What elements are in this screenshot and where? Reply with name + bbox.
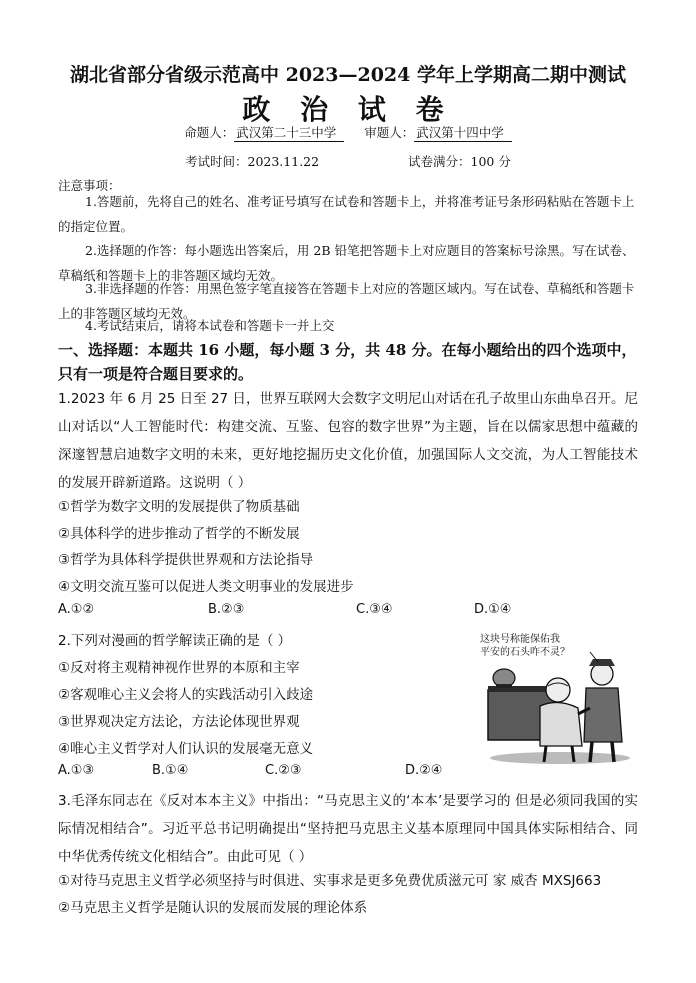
question-1-choice-d: D.①④ xyxy=(474,602,512,617)
question-1-choice-c: C.③④ xyxy=(356,602,393,617)
question-3-option-1: ①对待马克思主义哲学必须坚持与时俱进、实事求是更多免费优质滋元可 家 威杏 MXSJ663 xyxy=(58,873,602,889)
question-3-option-2: ②马克思主义哲学是随认识的发展而发展的理论体系 xyxy=(58,900,368,916)
cartoon-caption-2: 平安的石头咋不灵？ xyxy=(480,647,570,658)
author-label: 命题人： xyxy=(184,125,235,140)
question-1-option-3: ③哲学为具体科学提供世界观和方法论指导 xyxy=(58,552,314,568)
question-2-choice-b: B.①④ xyxy=(152,763,189,778)
section-heading: 一、选择题：本题共 16 小题，每小题 3 分，共 48 分。在每小题给出的四个选项中，只有一项是符合题目要求的。 xyxy=(58,341,637,383)
question-2-option-3: ③世界观决定方法论，方法论体现世界观 xyxy=(58,714,300,730)
note-item-2: 2.选择题的作答：每小题选出答案后，用 2B 铅笔把答题卡上对应题目的答案标号涂黑。写在试卷、草稿纸和答题卡上的非答题区域均无效。 xyxy=(58,243,635,283)
question-2-option-4: ④唯心主义哲学对人们认识的发展毫无意义 xyxy=(58,741,314,757)
cartoon-illustration xyxy=(470,628,640,768)
reviewer-value: 武汉第十四中学 xyxy=(414,125,512,142)
note-item-4: 4.考试结束后，请将本试卷和答题卡一并上交 xyxy=(85,318,335,333)
question-3-stem: 3.毛泽东同志在《反对本本主义》中指出：“马克思主义的‘本本’是要学习的 但是必须同我国的实际情况相结合”。习近平总书记明确提出“坚持把马克思主义基本原理同中国具体实际相结合、同中华优秀传统文化相结合”。由此可见（ ） xyxy=(58,793,638,865)
question-1-option-1: ①哲学为数字文明的发展提供了物质基础 xyxy=(58,499,300,515)
cartoon-caption-1: 这块号称能保佑我 xyxy=(480,634,560,645)
question-1-choice-b: B.②③ xyxy=(208,602,245,617)
reviewer-label: 审题人： xyxy=(364,125,415,140)
exam-time: 考试时间：2023.11.22 xyxy=(185,154,320,169)
question-2-choice-d: D.②④ xyxy=(405,763,443,778)
author-value: 武汉第二十三中学 xyxy=(234,125,344,142)
exam-series-title: 湖北省部分省级示范高中 2023—2024 学年上学期高二期中测试 xyxy=(70,64,626,86)
full-score: 试卷满分：100 分 xyxy=(408,154,511,169)
question-2-option-2: ②客观唯心主义会将人的实践活动引入歧途 xyxy=(58,687,314,703)
question-1-stem: 1.2023 年 6 月 25 日至 27 日，世界互联网大会数字文明尼山对话在孔子故里山东曲阜召开。尼山对话以“人工智能时代：构建交流、互鉴、包容的数字世界”为主题，旨在以儒家思想中蕴藏的深邃智慧启迪数字文明的未来，更好地挖掘历史文化价值，加强国际人文交流，为人工智能技术的发展开辟新道路。这说明（ ） xyxy=(58,391,638,491)
question-1-choice-a: A.①② xyxy=(58,602,95,617)
subject-title: 政 治 试 卷 xyxy=(242,93,454,126)
question-1-option-2: ②具体科学的进步推动了哲学的不断发展 xyxy=(58,526,300,542)
note-item-1: 1.答题前，先将自己的姓名、准考证号填写在试卷和答题卡上，并将准考证号条形码粘贴在答题卡上的指定位置。 xyxy=(58,194,635,234)
question-2-option-1: ①反对将主观精神视作世界的本原和主宰 xyxy=(58,660,300,676)
question-2-choice-a: A.①③ xyxy=(58,763,95,778)
note-item-3: 3.非选择题的作答：用黑色签字笔直接答在答题卡上对应的答题区域内。写在试卷、草稿纸和答题卡上的非答题区域均无效。 xyxy=(58,281,635,321)
author-line xyxy=(0,123,696,141)
question-2-stem: 2.下列对漫画的哲学解读正确的是（ ） xyxy=(58,633,292,649)
question-1-option-4: ④文明交流互鉴可以促进人类文明事业的发展进步 xyxy=(58,579,354,595)
question-2-cartoon xyxy=(470,628,640,768)
question-2-choice-c: C.②③ xyxy=(265,763,302,778)
notes-heading: 注意事项： xyxy=(58,178,121,193)
